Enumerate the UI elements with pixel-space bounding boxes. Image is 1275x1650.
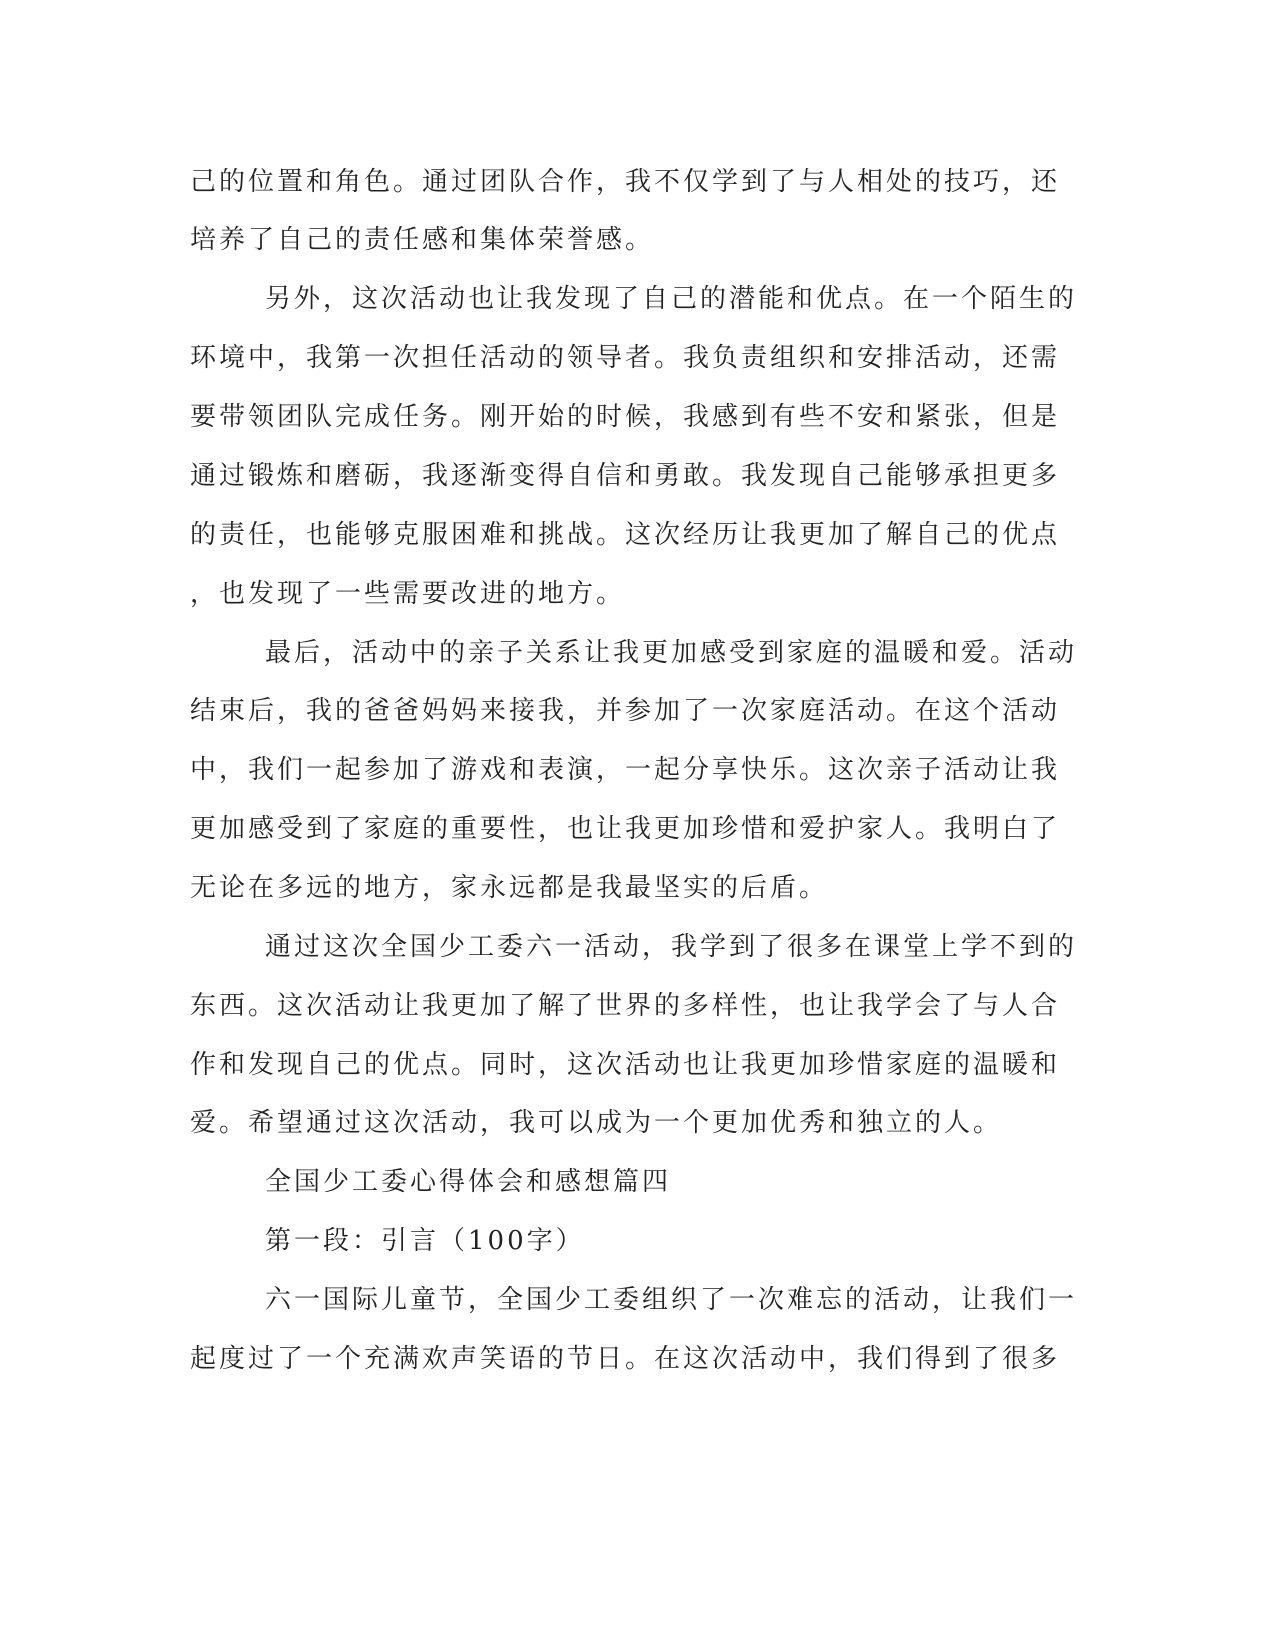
paragraph-first-line: 另外，这次活动也让我发现了自己的潜能和优点。在一个陌生的 <box>265 284 1078 314</box>
text-line: 无论在多远的地方，家永远都是我最坚实的后盾。 <box>190 873 829 903</box>
text-line: 中，我们一起参加了游戏和表演，一起分享快乐。这次亲子活动让我 <box>190 755 1061 785</box>
paragraph-first-line: 最后，活动中的亲子关系让我更加感受到家庭的温暖和爱。活动 <box>265 638 1078 668</box>
text-line: 的责任，也能够克服困难和挑战。这次经历让我更加了解自己的优点 <box>190 520 1061 550</box>
text-line: ，也发现了一些需要改进的地方。 <box>190 579 626 609</box>
text-line: 通过锻炼和磨砺，我逐渐变得自信和勇敢。我发现自己能够承担更多 <box>190 461 1061 491</box>
text-line: 东西。这次活动让我更加了解了世界的多样性，也让我学会了与人合 <box>190 991 1061 1021</box>
text-line: 起度过了一个充满欢声笑语的节日。在这次活动中，我们得到了很多 <box>190 1344 1061 1374</box>
paragraph-first-line: 六一国际儿童节，全国少工委组织了一次难忘的活动，让我们一 <box>265 1285 1078 1315</box>
text-line: 培养了自己的责任感和集体荣誉感。 <box>190 225 655 255</box>
text-line: 环境中，我第一次担任活动的领导者。我负责组织和安排活动，还需 <box>190 343 1061 373</box>
text-line: 结束后，我的爸爸妈妈来接我，并参加了一次家庭活动。在这个活动 <box>190 696 1061 726</box>
paragraph-first-line: 通过这次全国少工委六一活动，我学到了很多在课堂上学不到的 <box>265 932 1078 962</box>
subsection-heading: 第一段：引言（100字） <box>265 1226 585 1256</box>
text-line: 作和发现自己的优点。同时，这次活动也让我更加珍惜家庭的温暖和 <box>190 1050 1061 1080</box>
text-line: 更加感受到了家庭的重要性，也让我更加珍惜和爱护家人。我明白了 <box>190 814 1061 844</box>
text-line: 要带领团队完成任务。刚开始的时候，我感到有些不安和紧张，但是 <box>190 402 1061 432</box>
text-line: 己的位置和角色。通过团队合作，我不仅学到了与人相处的技巧，还 <box>190 167 1061 197</box>
section-heading: 全国少工委心得体会和感想篇四 <box>265 1167 672 1197</box>
text-line: 爱。希望通过这次活动，我可以成为一个更加优秀和独立的人。 <box>190 1108 1003 1138</box>
